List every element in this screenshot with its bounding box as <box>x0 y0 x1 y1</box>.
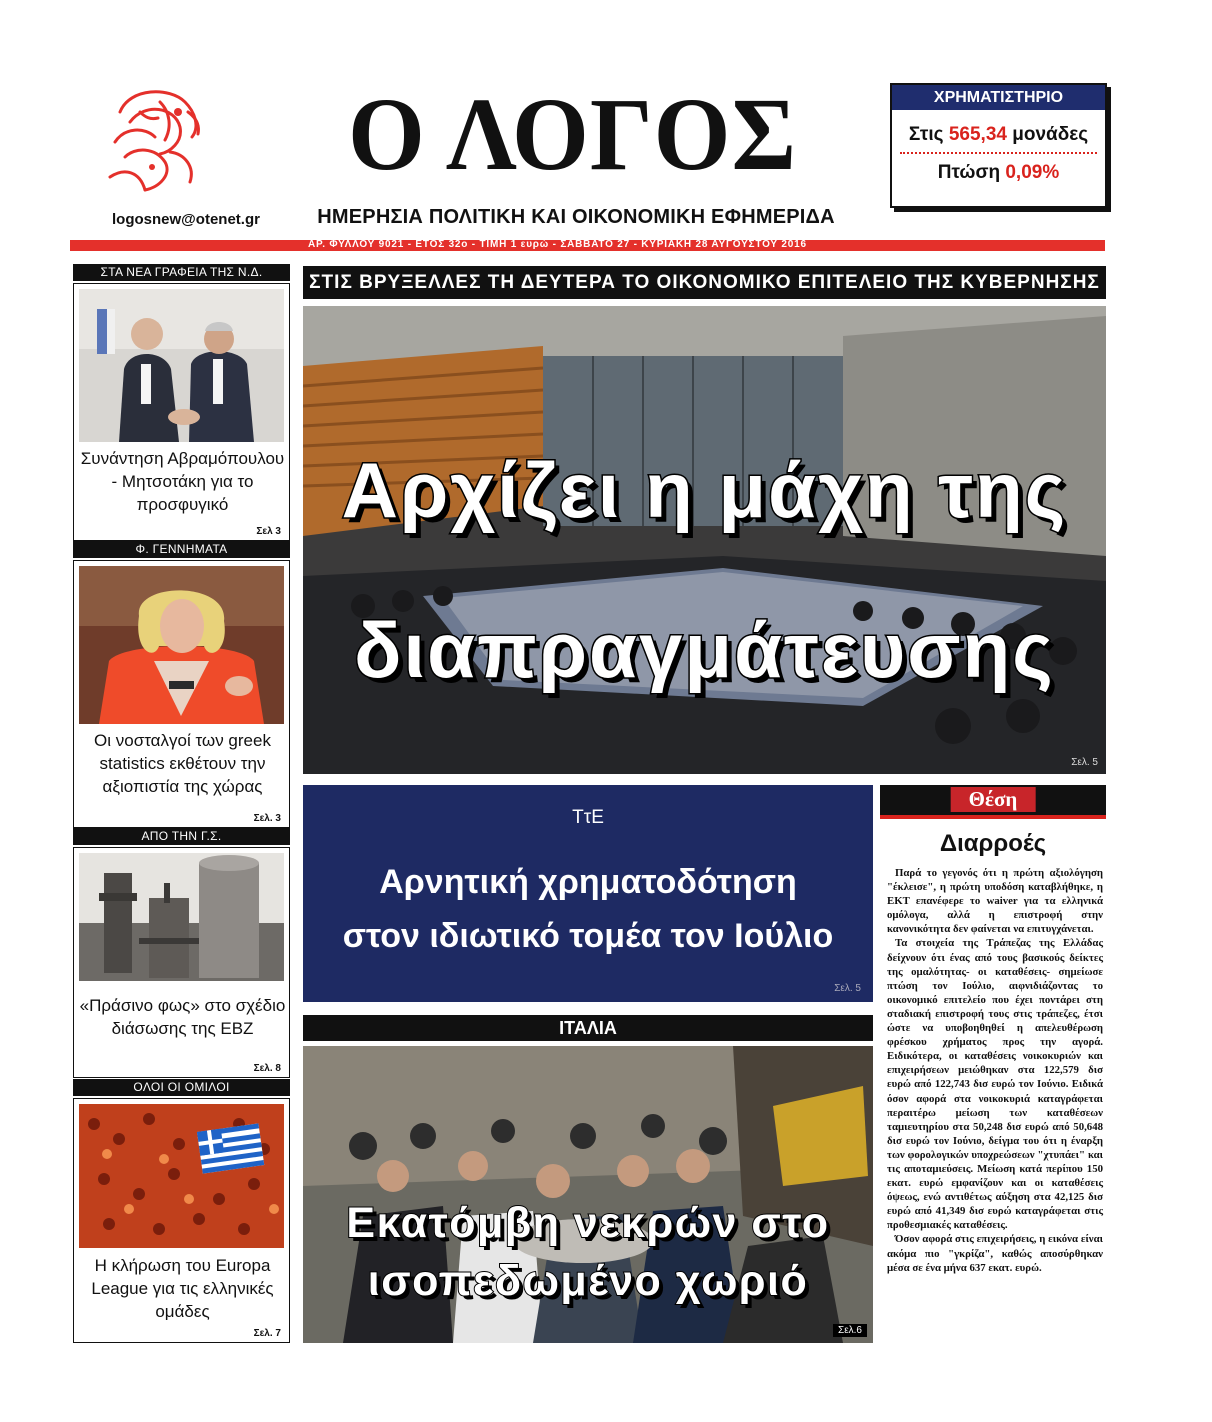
stock-change-line <box>892 162 1105 184</box>
tte-story[interactable] <box>303 785 873 1002</box>
sidebar-photo-3 <box>79 853 284 981</box>
italy-headline-line1: Εκατόμβη νεκρών στο <box>346 1199 830 1247</box>
editorial-title: Διαρροές <box>939 830 1047 857</box>
italy-page-ref: Σελ.6 <box>833 1324 867 1337</box>
sidebar-label-3: ΑΠΟ ΤΗΝ Γ.Σ. <box>73 828 290 845</box>
sidebar-headline-1: Συνάντηση Αβραμόπουλου - Μητσοτάκη για το προσφυγικό <box>80 449 285 514</box>
stock-change-prefix: Πτώση <box>937 162 1001 183</box>
stock-market-box <box>890 83 1107 208</box>
sidebar-headline-2: Οι νοσταλγοί των greek statistics εκθέτουν την αξιοπιστία της χώρας <box>94 731 271 796</box>
tte-kicker: ΤτΕ <box>572 807 604 828</box>
stock-change-value: 0,09% <box>1005 162 1060 183</box>
sidebar-photo-2 <box>79 566 284 724</box>
sidebar-page-3: Σελ. 8 <box>253 1063 281 1074</box>
sidebar-photo-4 <box>79 1104 284 1248</box>
newspaper-subtitle: ΗΜΕΡΗΣΙΑ ΠΟΛΙΤΙΚΗ ΚΑΙ ΟΙΚΟΝΟΜΙΚΗ ΕΦΗΜΕΡΙΔΑ <box>317 206 835 228</box>
sidebar-page-2: Σελ. 3 <box>253 813 281 824</box>
sidebar-page-4: Σελ. 7 <box>253 1328 281 1339</box>
sidebar-story-4[interactable] <box>73 1098 290 1343</box>
italy-headline-line2: ισοπεδωμένο χωριό <box>367 1257 809 1305</box>
sidebar-label-4: ΟΛΟΙ ΟΙ ΟΜΙΛΟΙ <box>73 1079 290 1096</box>
tte-title-line2: στον ιδιωτικό τομέα τον Ιούλιο <box>342 917 834 955</box>
sidebar-label-2: Φ. ΓΕΝΝΗΜΑΤΑ <box>73 541 290 558</box>
issue-info-text: ΑΡ. ΦΥΛΛΟΥ 9021 - ΕΤΟΣ 32ο - ΤΙΜΗ 1 ευρώ - ΣΑΒΒΑΤΟ 27 - ΚΥΡΙΑΚΗ 28 ΑΥΓΟΥΣΤΟΥ 2016 <box>308 239 807 250</box>
stock-index-prefix: Στις <box>908 124 944 145</box>
contact-email[interactable]: logosnew@otenet.gr <box>112 211 260 228</box>
italy-label: ΙΤΑΛΙΑ <box>303 1015 873 1041</box>
main-story[interactable] <box>303 306 1106 774</box>
editorial-paragraph-3: Όσον αφορά στις επιχειρήσεις, η εικόνα είναι ακόμα πιο "γκρίζα", καθώς αποσύρθηκαν μέσα σε ένα μήνα 637 εκατ. ευρώ. <box>887 1233 1103 1274</box>
stock-header: ΧΡΗΜΑΤΙΣΤΗΡΙΟ <box>892 85 1105 110</box>
sidebar-page-1: Σελ 3 <box>256 526 281 537</box>
editorial-paragraph-2: Τα στοιχεία της Τράπεζας της Ελλάδας δείχνουν ότι ένας από τους βασικούς δείκτες της ομαλότητας- οι καταθέσεις- σημείωσε πτώση τον Ιούλιο, αιφνιδιάζοντας το οικονομικό επιτελείο που έχει ποντάρει στη σταδιακή επιστροφή τους στις τράπεζες, έτσι ώστε να υποβοηθηθεί η απελευθέρωση φρέσκου χρήματος προς την αγορά. Ειδικότερα, οι καταθέσεις νοικοκυριών και επιχειρήσεων μειώθηκαν στα 122,579 δισ ευρώ από 122,743 δισ ευρώ τον Ιούνιο. Ειδικά όσον αφορά στα νοικοκυριά καταγράφεται περαιτέρω μείωση των καταθέσεων ταμιευτηρίου στα 50,248 δισ ευρώ από 50,648 δισ ευρώ τον Ιούνιο, δείγμα του ότι η έναρξη των φορολογικών υποχρεώσεων "χτυπάει" και τις αποταμιεύσεις. Μείωση κατά περίπου 150 εκατ. ευρώ εμφανίζουν και οι καταθέσεις όψεως, ενώ αντιθέτως αύξηση στα 42,125 δισ ευρώ από 41,349 δισ ευρώ καταγράφεται στις προθεσμιακές καταθέσεις. <box>887 937 1103 1232</box>
sidebar-story-2[interactable] <box>73 560 290 828</box>
sidebar-story-1[interactable] <box>73 283 290 541</box>
tte-page-ref: Σελ. 5 <box>834 983 861 994</box>
editorial-section-bar <box>880 785 1106 815</box>
main-headline-line1: Αρχίζει η μάχη της <box>341 446 1068 534</box>
stock-index-line <box>900 124 1097 154</box>
sidebar-headline-3: «Πράσινο φως» στο σχέδιο διάσωσης της ΕΒΖ <box>79 996 286 1038</box>
stock-index-value: 565,34 <box>948 124 1007 145</box>
editorial-section-label: Θέση <box>951 787 1036 812</box>
editorial-body <box>887 866 1103 1275</box>
issue-info-bar <box>70 240 1105 251</box>
stock-index-suffix: μονάδες <box>1012 124 1089 145</box>
editorial-red-strip <box>880 815 1106 819</box>
main-headline-line2: διαπραγμάτευσης <box>354 606 1055 694</box>
italy-story[interactable] <box>303 1046 873 1343</box>
newspaper-title: Ο ΛΟΓΟΣ <box>348 77 797 192</box>
main-strap: ΣΤΙΣ ΒΡΥΞΕΛΛΕΣ ΤΗ ΔΕΥΤΕΡΑ ΤΟ ΟΙΚΟΝΟΜΙΚΟ ΕΠΙΤΕΛΕΙΟ ΤΗΣ ΚΥΒΕΡΝΗΣΗΣ <box>303 266 1106 299</box>
sidebar-label-1: ΣΤΑ ΝΕΑ ΓΡΑΦΕΙΑ ΤΗΣ Ν.Δ. <box>73 264 290 281</box>
editorial-paragraph-1: Παρά το γεγονός ότι η πρώτη αξιολόγηση "έκλεισε", η πρώτη υποδόση καταβλήθηκε, η ΕΚΤ επανέφερε το waiver για τα ελληνικά ομόλογα, αλλά η επιστροφή στην κανονικότητα δεν φαίνεται να επιτυγχάνεται. <box>887 867 1103 936</box>
sidebar-headline-4: Η κλήρωση του Europa League για τις ελληνικές ομάδες <box>91 1256 274 1321</box>
sidebar-story-3[interactable] <box>73 847 290 1078</box>
sidebar-photo-1 <box>79 289 284 442</box>
conference-photo <box>303 306 1106 774</box>
tte-title-line1: Αρνητική χρηματοδότηση <box>379 863 797 901</box>
newspaper-logo <box>100 82 220 202</box>
main-page-ref: Σελ. 5 <box>1071 757 1098 768</box>
